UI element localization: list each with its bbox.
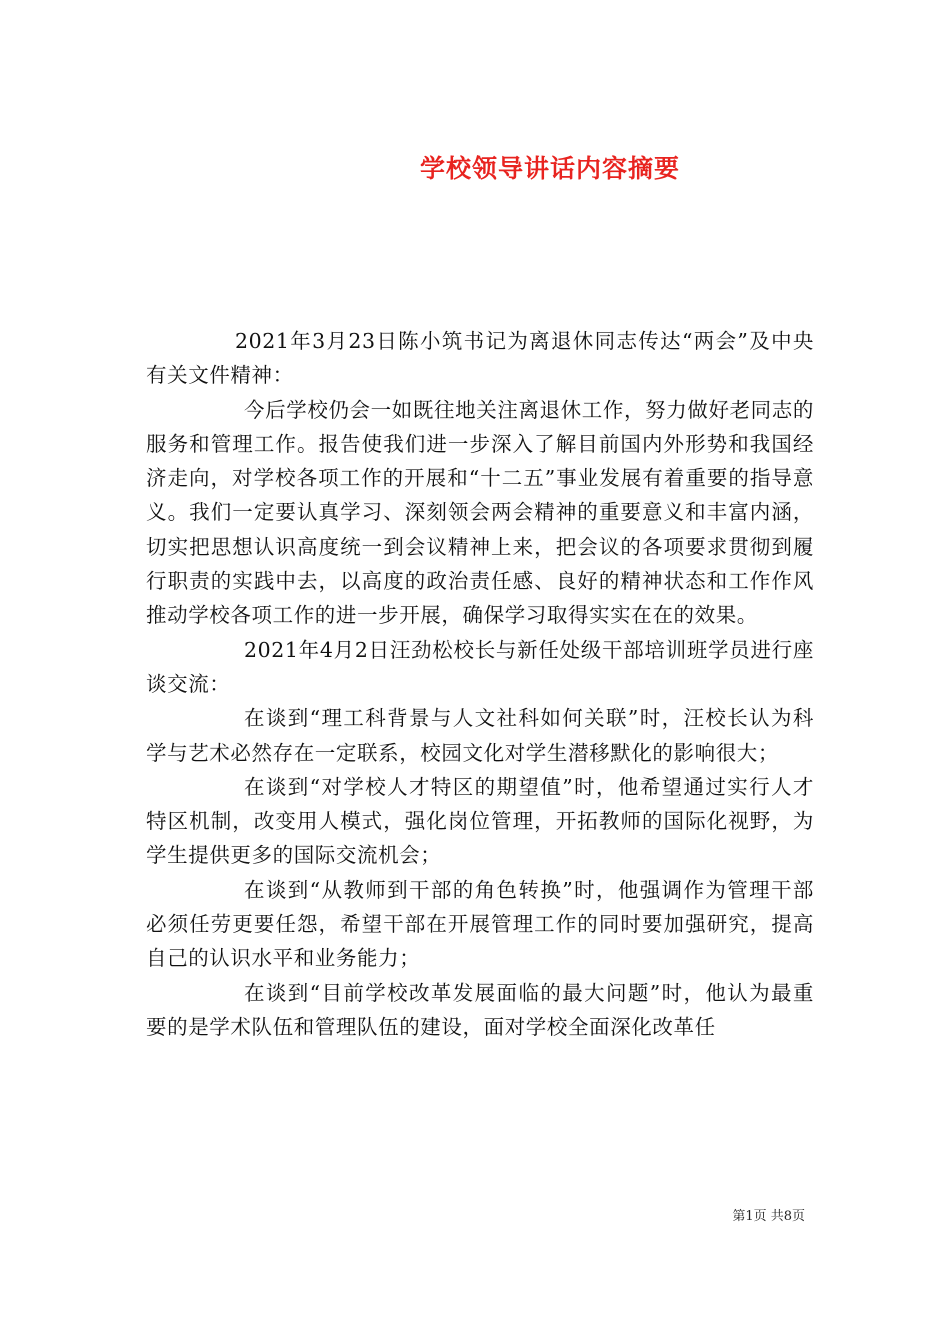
page-footer — [732, 1205, 805, 1224]
page-number-label: 第1页 共8页 — [732, 1209, 805, 1224]
paragraph-topic-4: 在谈到“目前学校改革发展面临的最大问题”时，他认为最重要的是学术队伍和管理队伍的建设，面对学校全面深化改革任 — [146, 980, 814, 1039]
page-title: 学校领导讲话内容摘要 — [419, 153, 680, 183]
paragraph-topic-3: 在谈到“从教师到干部的角色转换”时，他强调作为管理干部必须任劳更要任怨，希望干部在开展管理工作的同时要加强研究，提高自己的认识水平和业务能力； — [146, 877, 814, 971]
paragraph-meeting-1-content: 今后学校仍会一如既往地关注离退休工作，努力做好老同志的服务和管理工作。报告使我们进一步深入了解目前国内外形势和我国经济走向，对学校各项工作的开展和“十二五”事业发展有着重要的指导意义。我们一定要认真学习、深刻领会两会精神的重要意义和丰富内涵，切实把思想认识高度统一到会议精神上来，把会议的各项要求贯彻到履行职责的实践中去，以高度的政治责任感、良好的精神状态和工作作风推动学校各项工作的进一步开展，确保学习取得实实在在的效果。 — [146, 397, 814, 628]
paragraph-meeting-2-intro: 2021年4月2日汪劲松校长与新任处级干部培训班学员进行座谈交流： — [146, 637, 814, 696]
paragraph-topic-1: 在谈到“理工科背景与人文社科如何关联”时，汪校长认为科学与艺术必然存在一定联系，校园文化对学生潜移默化的影响很大； — [146, 706, 814, 765]
paragraph-meeting-1-intro: 2021年3月23日陈小筑书记为离退休同志传达“两会”及中央有关文件精神： — [146, 329, 814, 388]
paragraph-topic-2: 在谈到“对学校人才特区的期望值”时，他希望通过实行人才特区机制，改变用人模式，强化岗位管理，开拓教师的国际化视野，为学生提供更多的国际交流机会； — [146, 774, 814, 868]
document-body — [146, 324, 814, 1044]
